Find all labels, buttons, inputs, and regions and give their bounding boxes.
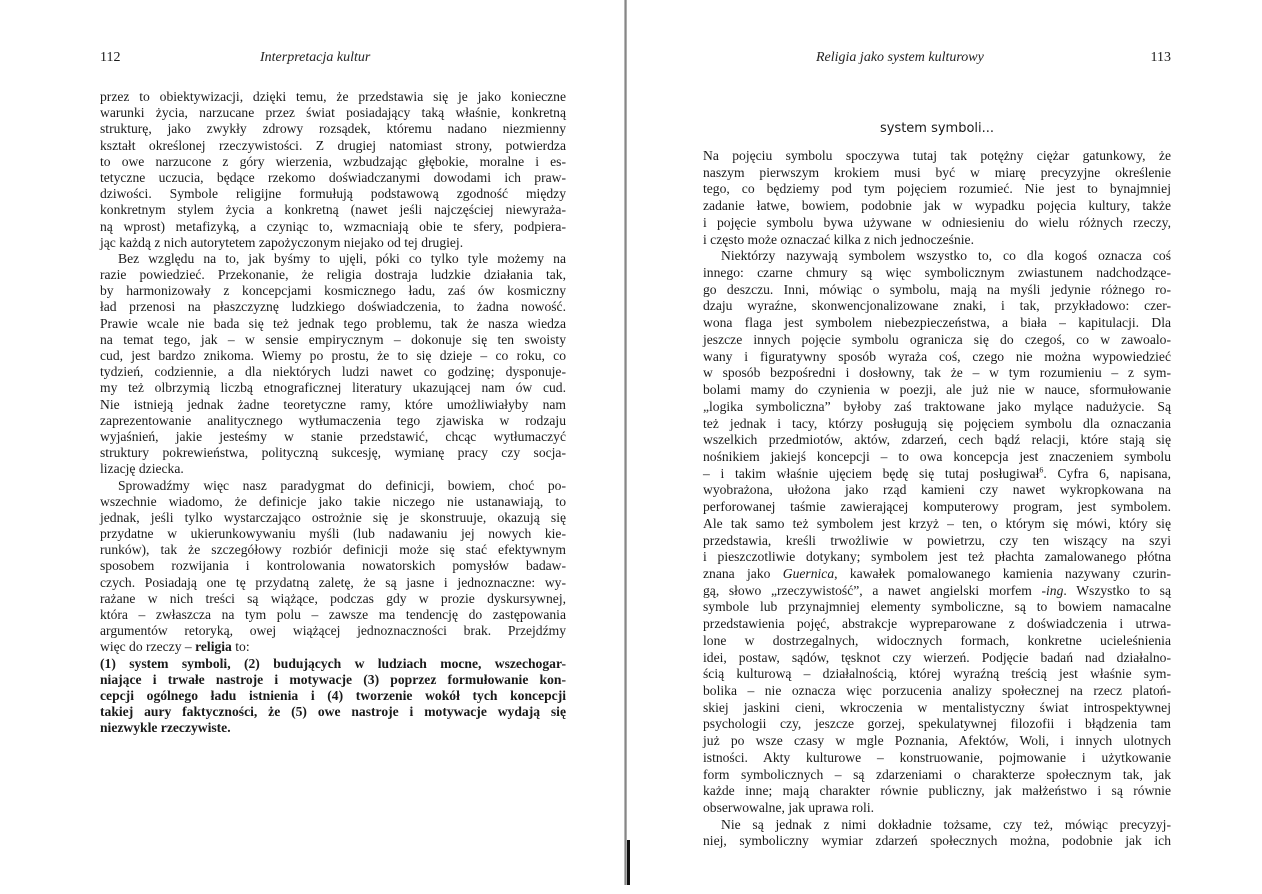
text-line: wszelkich przedmiotów, aktów, zdarzeń, cech bądź relacji, które stają się [703,432,1171,448]
book-gutter-edge [627,840,630,885]
text-span: znana jako [703,565,783,581]
text-line: wyobrażona, ułożona jako rząd kamieni czy nawet wykropkowana na [703,482,1171,498]
text-line: jednak, jeśli tylko wystarczająco ostrożnie się je skonstruuje, okazują się [100,509,566,525]
body-text [703,148,1171,850]
text-span: . Cyfra 6, napisana, [1043,465,1171,481]
text-line: go deszczu. Inni, mówiąc o symbolu, mają na myśli jedynie różnego ro- [703,281,1171,297]
text-line [100,639,566,655]
text-span: . Wszystko to są [1063,582,1171,598]
text-line [703,583,1171,600]
text-line: już po wsze czasy w mgle Poznania, Afektów, Woli, i innych ulotnych [703,733,1171,749]
text-line: dziwości. Symbole religijne formułują podstawową zgodność między [100,186,566,202]
text-line: argumentów retoryką, owej wiążącej jednoznaczności brak. Przejdźmy [100,623,566,639]
text-line: „logika symboliczna” byłoby zaś traktowane jako mylące nadużycie. Są [703,398,1171,414]
text-span: Guernica [782,565,835,581]
text-line: Sprowadźmy więc nasz paradygmat do definicji, bowiem, choć po- [118,477,566,493]
text-line: bolika – nie oznacza więc porzucenia analizy społecznej na rzecz platoń- [703,683,1171,698]
text-line: przedstawienia pojęć, abstrakcje wypreparowane z doświadczenia i utrwa- [703,616,1171,632]
text-line: wszechnie wiadomo, że definicje jako takie niczego nie ustanawiają, to [100,493,566,509]
text-line: warunki życia, narzucane przez świat posiadający taką właśnie, konkretną [100,105,566,121]
text-line: symbole lub przynajmniej elementy symboliczne, są to bowiem namacalne [703,599,1171,615]
text-line: i pieszczotliwie dotykany; symbolem jest też płachta zamalowanego płótna [703,549,1171,565]
running-title: Religia jako system kulturowy [816,50,984,65]
text-span: , kawałek pomalowanego kamienia nazywany czurin- [834,565,1171,581]
text-line: przydatne w ukierunkowywaniu myśli (lub nadawaniu jej nowych kie- [100,526,566,542]
text-line: Prawie wcale nie bada się też jednak tego problemu, tak że nasza wiedza [100,315,566,331]
text-line: czych. Posiadają one tę przydatną zaletę, że są jasne i jednoznaczne: wy- [100,574,566,590]
text-line: cepcji ogólnego ładu istnienia i (4) tworzenie wokół tych koncepcji [100,687,566,703]
text-span: to: [231,639,250,655]
text-line: w sposób bezpośredni i dosłowny, tak że – w tym rozumieniu – z sym- [703,365,1171,381]
text-line: też jednak i tacy, którzy posługują się pojęciem symbolu dla oznaczania [703,415,1171,431]
text-line: wyjaśnień, jakie jesteśmy w stanie przedstawić, chcąc wytłumaczyć [100,428,566,444]
text-line: istności. Akty kulturowe – konstruowanie, pojmowanie i użytkowanie [703,749,1171,765]
text-line: wona flaga jest symbolem niebezpieczeństwa, a biała – kapitulacji. Dla [703,315,1171,331]
left-page [100,0,566,894]
text-span: – i takim właśnie ujęciem będę się tutaj posługiwał [703,465,1040,481]
text-line: na temat tego, jak – w sensie empirycznym – dokonuje się ten swoisty [100,331,566,347]
text-line: Bez względu na to, jak byśmy to ujęli, póki co tylko tyle możemy na [118,250,566,266]
text-line: by harmonizowały z koncepcjami kosmicznego ładu, zaś ów kosmiczny [100,283,566,299]
text-line: cud, jest bardzo znikoma. Wiemy po prostu, że to się dzieje – co roku, co [100,348,566,363]
text-line: zaprezentowanie analitycznego wytłumaczenia tego zjawiska w rodzaju [100,412,566,428]
text-line: każde inne; mają charakter równie publiczny, jak małżeństwo i są równie [703,783,1171,799]
text-line: nośnikiem jakiejś koncepcji – to owa koncepcja jest znaczeniem symbolu [703,448,1171,464]
text-line: idei, postaw, sądów, tęsknot czy wierzeń. Podjęcie badań nad działalno- [703,649,1171,665]
text-line: przedstawia, kreśli trwożliwie w powietrzu, czy ten wiszący na szyi [703,532,1171,548]
text-line: (1) system symboli, (2) budujących w ludziach mocne, wszechogar- [100,655,566,671]
text-line: niające i trwałe nastroje i motywacje (3) poprzez formułowanie kon- [100,671,566,687]
text-line: innego: czarne chmury są więc symbolicznym zwiastunem nadchodzące- [703,265,1171,281]
text-line [703,566,1171,583]
text-line: lizację dziecka. [100,461,184,477]
text-line: tetyczne uczucia, będące rzekomo doświadczanymi dowodami ich praw- [100,169,566,185]
text-line: naszym pierwszym krokiem musi być w miarę precyzyjne określenie [703,164,1171,180]
text-line: zadanie łatwe, bowiem, podobnie jak w wypadku pojęcia kultury, także [703,198,1171,214]
text-line: Niektórzy nazywają symbolem wszystko to, co dla kogoś oznacza coś [721,248,1171,264]
text-line: która – zwłaszcza na tym polu – zawsze ma tendencję do zastępowania [100,607,566,622]
text-line: psychologii czy, jeszcze gorzej, spekulatywnej filozofii i błądzenia tam [703,716,1171,732]
running-title: Interpretacja kultur [260,50,371,65]
text-line: runków), tak że szczegółowy rozbiór definicji może się stać efektywnym [100,542,566,558]
text-line: skiej jaskini cieni, wkroczenia w mentalistyczny świat introspektywnej [703,699,1171,715]
body-text [100,89,566,737]
text-line: takiej aury faktyczności, że (5) owe nastroje i motywacje wydają się [100,704,566,720]
text-line: tydzień, codziennie, a dla niektórych ludzi nawet co godzinę; dysponuje- [100,364,566,380]
text-line: niezwykle rzeczywiste. [100,720,231,736]
text-line: i pojęcie symbolu bywa używane w odniesieniu do wielu różnych rzeczy, [703,214,1171,230]
text-line: obserwowalne, jak uprawa roli. [703,800,874,816]
text-line: sposobem rozwijania i kontrolowania nowatorskich pomysłów badaw- [100,558,566,574]
text-line: razie powiedzieć. Przekonanie, że religia dostraja ludzkie działania tak, [100,267,566,283]
page-number: 113 [1150,50,1171,65]
text-line: dzaju wyraźne, skonwencjonalizowane znaki, i tak, przykładowo: czer- [703,298,1171,314]
text-line: perforowanej taśmie zawierającej komputerowy program, jest symbolem. [703,499,1171,515]
text-line: bolami mamy do czynienia w poezji, ale już nie w nauce, sformułowanie [703,382,1171,398]
text-line [703,466,1171,483]
text-line: konkretnym stylem życia a konkretną (nawet jeśli najczęściej niewyraża- [100,202,566,218]
text-line: Nie są jednak z nimi dokładnie tożsame, czy też, mówiąc precyzyj- [721,816,1171,832]
text-line: wany i figuratywny sposób wyraża coś, czego nie można wypowiedzieć [703,348,1171,364]
text-line: tego, co będziemy pod tym pojęciem rozumieć. Nie jest to bynajmniej [703,181,1171,197]
text-line: rażane w nich treści są wiążące, podczas gdy w prozie dyskursywnej, [100,590,566,606]
text-line: struktury pokrewieństwa, polityczną sukcesję, wymianę pracy czy socja- [100,445,566,461]
text-line: i często może oznaczać kilka z nich jednocześnie. [703,231,974,247]
right-page [703,0,1171,894]
text-span: gą, słowo „rzeczywistość”, a nawet angielski morfem [703,582,1042,598]
text-line: niej, symboliczny wymiar zdarzeń społecznych można, podobnie jak ich [703,833,1171,849]
text-line: strukturę, jako zwykły zdrowy rozsądek, któremu nadano niezmienny [100,121,566,137]
page-number: 112 [100,50,121,65]
text-line: ną wprost) metafizyką, a czyniąc to, wzmacniają obie te sfery, podpiera- [100,218,566,234]
footnote-ref: 6 [1039,465,1044,475]
text-line: lone w dostrzegalnych, widocznych formach, konkretne ucieleśnienia [703,632,1171,648]
text-line: przez to obiektywizacji, dzięki temu, że przedstawia się je jako konieczne [100,89,566,104]
text-span: religia [195,639,232,655]
text-line: ład przenosi na płaszczyznę ludzkiego doświadczenia, to żadna nowość. [100,299,566,315]
text-line: form symbolicznych – są zdarzeniami o charakterze społecznym tak, jak [703,766,1171,782]
text-line: to owe narzucone z góry wierzenia, wzbudzając głębokie, moralne i es- [100,153,566,169]
text-line: my też olbrzymią liczbą etnograficznej literatury ukazującej nam ów cud. [100,380,566,396]
text-span: -ing [1041,582,1064,598]
text-line: Ale tak samo też symbolem jest krzyż – ten, o którym się mówi, który się [703,515,1171,531]
text-line: jeszcze innych pojęcie symbolu ogranicza się do czegoś, co w zawoalo- [703,331,1171,347]
section-heading: system symboli... [879,121,995,136]
text-line: ścią kulturową – działalnością, której wyraźną treścią jest właśnie sym- [703,666,1171,682]
text-line: kształt określonej rzeczywistości. Z drugiej natomiast strony, potwierdza [100,137,566,153]
text-line: Na pojęciu symbolu spoczywa tutaj tak potężny ciężar gatunkowy, że [703,148,1171,163]
text-line: jąc każdą z nich autorytetem zapożyczonym niejako od tej drugiej. [100,234,464,250]
text-span: więc do rzeczy – [100,639,196,655]
book-gutter-shadow [624,0,627,885]
text-line: Nie istnieją jednak żadne teoretyczne ramy, które umożliwiałyby nam [100,396,566,412]
